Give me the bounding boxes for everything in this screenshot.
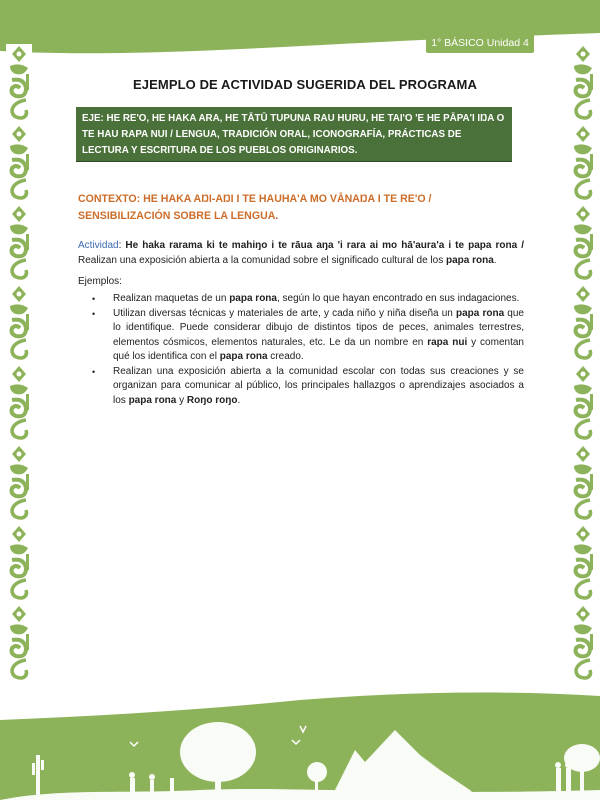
activity-title-rapanui: He haka rarama ki te mahiŋo i te rāua aŋa 'i rara ai mo hā'aura'a i te papa rona /: [125, 240, 524, 251]
eje-box: [76, 107, 512, 162]
item-text: y comentan qué los identifica con el: [113, 336, 524, 362]
list-item: [78, 292, 524, 307]
item-text: creado.: [267, 351, 304, 362]
activity-description-bold: papa rona: [446, 255, 494, 266]
examples-label: Ejemplos:: [78, 276, 122, 287]
item-bold: Roŋo roŋo: [186, 394, 238, 406]
bullet-icon: •: [92, 308, 96, 319]
page-title: EJEMPLO DE ACTIVIDAD SUGERIDA DEL PROGRAMA: [133, 77, 477, 92]
activity-separator: :: [118, 240, 126, 251]
left-ornament-border-icon: [6, 44, 32, 684]
activity-description: Realizan una exposición abierta a la comunidad sobre el significado cultural de los: [78, 255, 446, 266]
list-item: [78, 365, 524, 409]
item-bold: papa rona: [229, 293, 277, 304]
item-text: .: [237, 394, 241, 406]
item-text: Utilizan diversas técnicas y materiales de arte, y cada niño y niña diseña un: [113, 307, 456, 319]
item-bold: papa rona: [219, 351, 268, 362]
item-text: Realizan maquetas de un: [113, 293, 230, 304]
item-text: que lo identifique. Puede considerar dibujo de distintos tipos de peces, animales terrestres, elementos cósmicos, elementos naturales, etc. Le da un nombre en: [113, 307, 524, 348]
item-text: y: [176, 394, 187, 406]
item-text: Realizan una exposición abierta a la comunidad escolar con todas sus creaciones y se organizan para comunicar al público, los principales hallazgos o aprendizajes asociados a los: [113, 365, 524, 406]
examples-list: [78, 292, 524, 408]
item-bold: papa rona: [456, 307, 505, 319]
bullet-icon: •: [92, 366, 96, 377]
item-bold: rapa nui: [427, 336, 468, 348]
list-item: [78, 307, 524, 365]
bullet-icon: •: [92, 294, 96, 304]
item-bold: papa rona: [128, 394, 177, 406]
activity-label: Actividad: [78, 240, 119, 251]
footer-landscape-illustration: [0, 630, 600, 800]
activity-description-end: .: [493, 255, 497, 266]
context-heading: CONTEXTO: HE HAKA AŊI-AŊI I TE HAUHA'A MO VĀNAŊA I TE RE'O / SENSIBILIZACIÓN SOBRE LA LENGUA.: [78, 193, 432, 222]
right-ornament-border-icon: [570, 44, 596, 684]
unit-badge: 1° BÁSICO Unidad 4: [426, 33, 534, 53]
item-text: , según lo que hayan encontrado en sus indagaciones.: [276, 293, 520, 304]
activity-paragraph: [78, 238, 524, 268]
eje-text: EJE: HE RE'O, HE HAKA ARA, HE TĀTŪ TUPUNA RAU HURU, HE TAI'O 'E HE PĀPA'I IŊA O TE HAU RAPA NUI / LENGUA, TRADICIÓN ORAL, ICONOGRAFÍA, PRÁCTICAS DE LECTURA Y ESCRITURA DE LOS PUEBLOS ORIGINARIOS.: [82, 113, 505, 156]
